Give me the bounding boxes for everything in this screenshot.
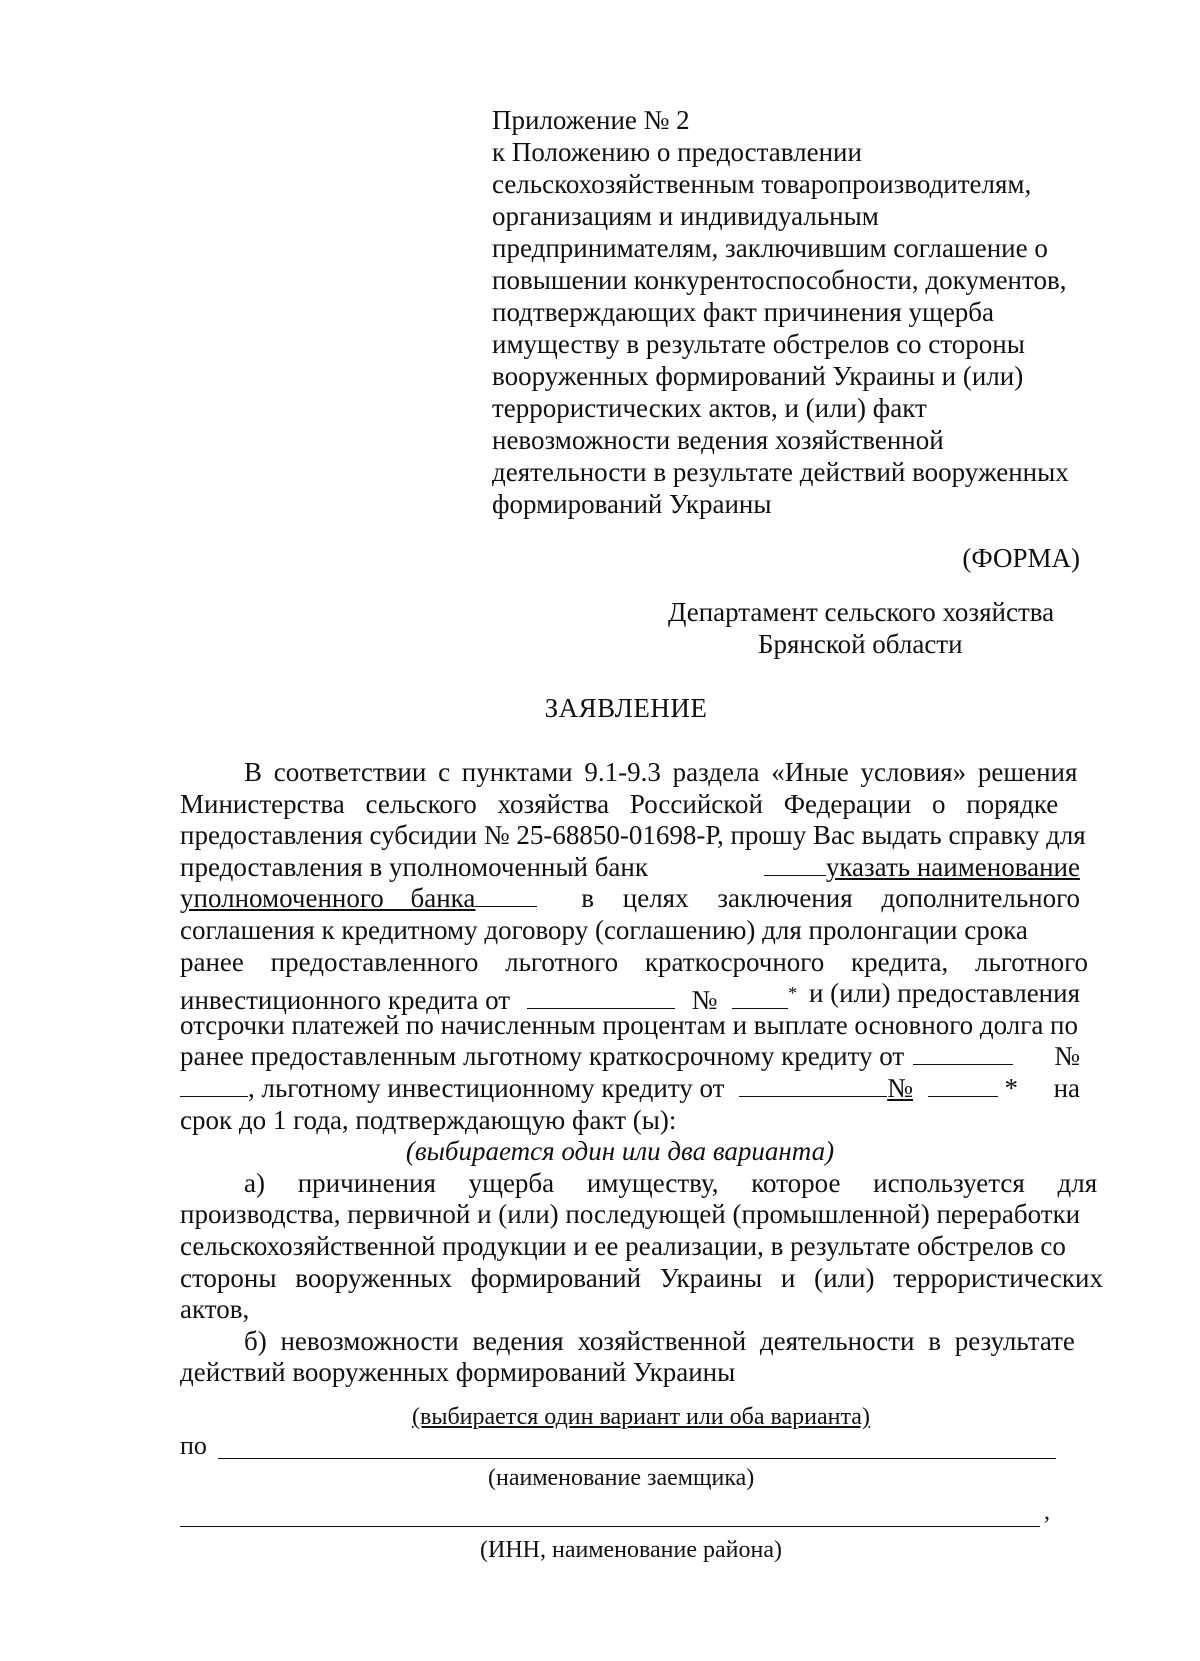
body-line: [180, 946, 1088, 979]
body-text: соглашения к кредитному договору (соглашению) для пролонгации срока: [180, 914, 1028, 945]
invest-credit-date-field-2[interactable]: [739, 1074, 887, 1097]
option-b: б) невозможности ведения хозяйственной деятельности в результате: [244, 1325, 1075, 1356]
body-line: [180, 1199, 1080, 1231]
body-text: В соответствии с пунктами 9.1-9.3 раздела «Иные условия» решения: [244, 757, 1078, 787]
body-text: сельскохозяйственной продукции и ее реализации, в результате обстрелов со: [180, 1230, 1066, 1261]
annex-line: невозможности ведения хозяйственной: [492, 425, 944, 455]
body-line: [180, 820, 1086, 852]
option-a: а) причинения ущерба имуществу, которое используется для: [244, 1167, 1098, 1198]
document-title: ЗАЯВЛЕНИЕ: [544, 693, 708, 723]
annex-line: деятельности в результате действий вооруженных: [492, 457, 1069, 487]
recipient-line-2: Брянской области: [758, 629, 963, 659]
recipient-block: [668, 596, 1068, 660]
form-label: (ФОРМА): [962, 543, 1080, 573]
body-text: на: [1053, 1072, 1080, 1103]
body-line: [180, 789, 1080, 821]
body-line: [180, 1326, 1080, 1358]
recipient-line-1: Департамент сельского хозяйства: [668, 597, 1055, 627]
number-sign: №: [1054, 1041, 1080, 1072]
body-text: и (или) предоставления: [808, 978, 1080, 1009]
body-text: , льготному инвестиционному кредиту от: [248, 1072, 725, 1103]
invest-credit-date-field[interactable]: [527, 986, 675, 1009]
body-line: [180, 1262, 1103, 1295]
footnote-asterisk: *: [1004, 1072, 1018, 1103]
borrower-caption: (наименование заемщика): [488, 1465, 755, 1491]
body-line: [180, 1294, 1080, 1326]
footnote-asterisk: *: [788, 983, 798, 1004]
annex-line: сельскохозяйственным товаропроизводителям,: [492, 169, 1032, 199]
choice-hint-underlined: (выбирается один вариант или оба варианта): [412, 1404, 870, 1430]
body-line: [180, 757, 1080, 789]
body-text: предоставления субсидии № 25-68850-01698-Р, прошу Вас выдать справку для: [180, 820, 1086, 851]
bank-name-hint-cont: уполномоченного банка: [180, 883, 476, 914]
body-text: действий вооруженных формирований Украины: [180, 1357, 736, 1388]
inn-district-field[interactable]: [180, 1502, 1040, 1527]
body-text: ранее предоставленного льготного краткосрочного кредита, льготного: [180, 946, 1088, 977]
number-sign: №: [691, 985, 718, 1016]
annex-line: вооруженных формирований Украины и (или): [492, 361, 1024, 391]
inn-caption: (ИНН, наименование района): [480, 1537, 783, 1563]
trailing-comma: ,: [1044, 1499, 1050, 1525]
body-text: стороны вооруженных формирований Украины и (или) террористических: [180, 1262, 1103, 1293]
application-body: [180, 757, 1103, 1389]
body-text: отсрочки платежей по начисленным процентам и выплате основного долга по: [180, 1009, 1079, 1040]
body-line: [180, 1136, 1080, 1168]
invest-credit-number-field[interactable]: [732, 986, 788, 1009]
body-text: Министерства сельского хозяйства Российской Федерации о порядке: [180, 788, 1059, 819]
annex-line: имуществу в результате обстрелов со стороны: [492, 329, 1025, 359]
body-line: [180, 852, 1080, 884]
body-line: [180, 1073, 1080, 1105]
invest-credit-number-field-2[interactable]: [928, 1074, 998, 1097]
po-label: по: [180, 1431, 207, 1460]
body-text: ранее предоставленным льготному краткосрочному кредиту от: [180, 1041, 905, 1072]
annex-line: террористических актов, и (или) факт: [492, 393, 927, 423]
bank-name-blank-end[interactable]: [475, 884, 537, 907]
annex-line: Приложение № 2: [492, 105, 690, 135]
body-line: [180, 1357, 1080, 1389]
bank-name-hint: указать наименование: [825, 851, 1080, 882]
annex-line: предпринимателям, заключившим соглашение о: [492, 233, 1048, 263]
body-line: [180, 883, 1080, 915]
body-line: [180, 1010, 1080, 1042]
body-line: [180, 1105, 1080, 1137]
number-sign: №: [887, 1072, 913, 1103]
body-text: производства, первичной и (или) последующей (промышленной) переработки: [180, 1199, 1081, 1230]
annex-header: [492, 104, 1112, 520]
annex-line: подтверждающих факт причинения ущерба: [492, 297, 995, 327]
body-line: [180, 1167, 1098, 1200]
choice-hint-italic: (выбирается один или два варианта): [405, 1136, 835, 1167]
short-credit-date-field[interactable]: [913, 1042, 1013, 1065]
annex-line: формирований Украины: [492, 489, 772, 519]
body-text: предоставления в уполномоченный банк: [180, 851, 648, 882]
body-text: актов,: [180, 1294, 250, 1325]
body-text: срок до 1 года, подтверждающую факт (ы):: [180, 1104, 677, 1135]
borrower-name-field[interactable]: [218, 1434, 1056, 1459]
bank-name-blank[interactable]: [764, 853, 826, 876]
body-text: в целях заключения дополнительного: [581, 883, 1080, 914]
annex-line: к Положению о предоставлении: [492, 137, 862, 167]
body-text: инвестиционного кредита от: [180, 985, 511, 1016]
body-line: [180, 978, 1080, 1016]
annex-line: повышении конкурентоспособности, документов,: [492, 265, 1067, 295]
body-line: [180, 915, 1080, 947]
short-credit-number-field[interactable]: [180, 1074, 248, 1097]
annex-line: организациям и индивидуальным: [492, 201, 879, 231]
body-line: [180, 1041, 1080, 1073]
body-line: [180, 1231, 1080, 1263]
